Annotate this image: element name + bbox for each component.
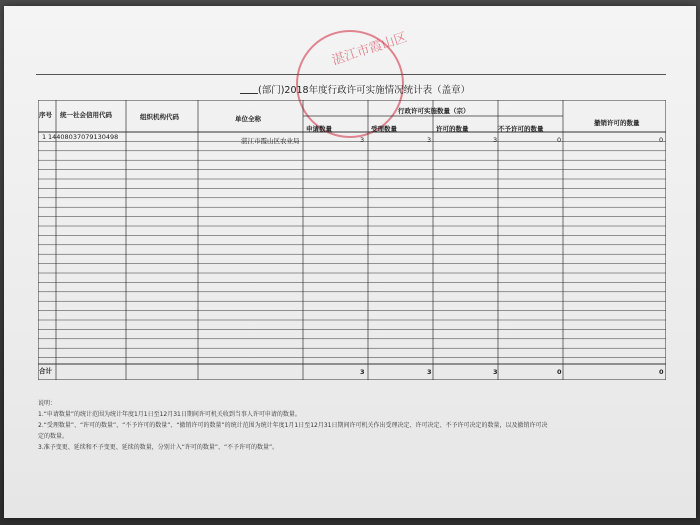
notes: [38, 398, 668, 453]
row1-revoked: 0: [659, 136, 664, 144]
header-revoked: 撤销许可的数量: [594, 119, 640, 127]
row1-credit-code: 14408037079130498: [48, 133, 119, 141]
row1-permitted: 3: [493, 136, 498, 144]
total-accepted: 3: [427, 368, 432, 376]
header-credit-code: 统一社会信用代码: [60, 111, 112, 119]
notes-heading: 说明：: [38, 400, 57, 407]
total-permitted: 3: [493, 368, 498, 376]
note-3: 3.准予变更、延续和不予变更、延续的数量，分别计入“许可的数量”、“不予许可的数量”。: [38, 444, 279, 451]
header-unit-name: 单位全称: [235, 115, 261, 123]
seal-text: 湛江市霞山区: [330, 30, 410, 69]
statistics-table: [38, 100, 666, 380]
form-title: [240, 82, 540, 96]
header-denied: 不予许可的数量: [498, 125, 544, 133]
total-revoked: 0: [659, 368, 664, 376]
note-2-continued: 定的数量。: [38, 433, 69, 440]
row1-seq: 1: [42, 133, 47, 141]
note-1: 1.“申请数量”的统计范围为统计年度1月1日至12月31日期间许可机关收到当事人许可申请的数量。: [38, 411, 301, 418]
header-permitted: 许可的数量: [436, 125, 469, 133]
total-label: 合计: [39, 367, 52, 375]
row1-unit-name: 湛江市霞山区农业局: [241, 137, 300, 145]
table-grid: [38, 100, 666, 380]
total-denied: 0: [557, 368, 562, 376]
title-text: (部门)2018年度行政许可实施情况统计表（盖章）: [258, 85, 471, 96]
header-accepted: 受理数量: [371, 125, 397, 133]
header-applied: 申请数量: [306, 125, 332, 133]
total-applied: 3: [360, 368, 365, 376]
note-2: 2.“受理数量”、“许可的数量”、“不予许可的数量”、“撤销许可的数量”的统计范围为统计年度1月1日至12月31日期间许可机关作出受理决定、许可决定、不予许可决定的数量，以及撤销许可决: [38, 422, 548, 429]
header-org-code: 组织机构代码: [140, 113, 179, 121]
row1-applied: 3: [360, 136, 365, 144]
row1-accepted: 3: [427, 136, 432, 144]
header-group: 行政许可实施数量（宗）: [398, 107, 470, 115]
header-seq: 序号: [39, 111, 52, 119]
row1-denied: 0: [557, 136, 562, 144]
title-blank: [240, 84, 258, 94]
